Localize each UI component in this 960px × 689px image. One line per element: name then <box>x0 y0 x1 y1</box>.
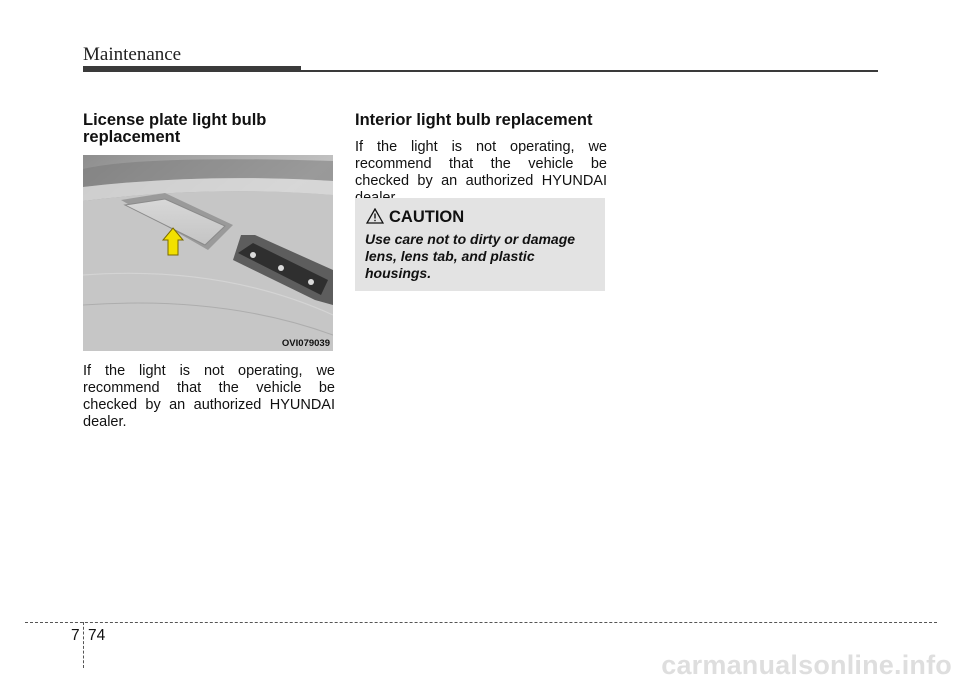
footer-divider <box>83 622 84 668</box>
interior-light-heading: Interior light bulb replacement <box>355 111 593 129</box>
caution-box <box>355 198 605 291</box>
watermark: carmanualsonline.info <box>661 650 952 680</box>
image-code: OVI079039 <box>281 338 330 349</box>
license-plate-photo <box>83 155 333 351</box>
header-rule-thick <box>83 66 301 72</box>
interior-light-body: If the light is not operating, we recommend that the vehicle be checked by an authorized HYUNDAI <box>355 139 607 189</box>
page-header-title: Maintenance <box>83 44 182 65</box>
chapter-number: 7 <box>71 627 80 644</box>
tailgate-illustration <box>83 155 333 351</box>
interior-light-section <box>355 112 607 207</box>
warning-triangle-icon <box>366 208 384 224</box>
caution-text: Use care not to dirty or damage lens, lens tab, and plastic housings. <box>365 231 576 281</box>
footer-rule <box>25 622 937 623</box>
license-plate-body: If the light is not operating, we recommend that the vehicle be checked by an authorized HYUNDAI dealer. <box>83 363 335 430</box>
license-plate-heading: License plate light bulb replacement <box>83 111 267 146</box>
license-plate-section <box>83 112 335 146</box>
header-rule-thin <box>301 70 878 72</box>
caution-title: CAUTION <box>389 208 465 226</box>
page-number: 74 <box>88 627 106 644</box>
